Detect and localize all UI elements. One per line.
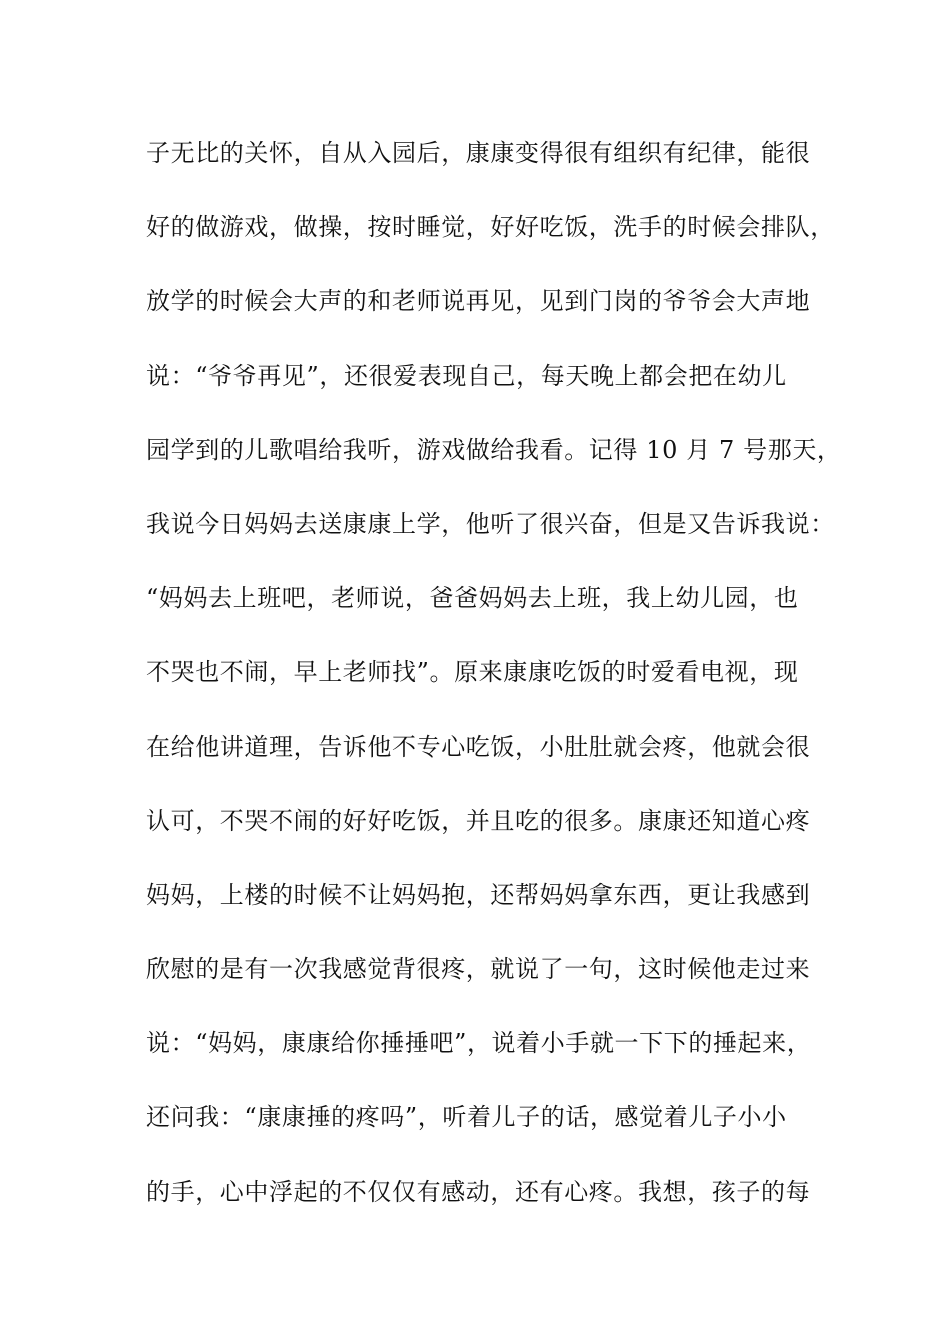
- text-line: 的手，心中浮起的不仅仅有感动，还有心疼。我想，孩子的每: [146, 1177, 811, 1206]
- text-line: 我说今日妈妈去送康康上学，他听了很兴奋，但是又告诉我说：: [146, 509, 835, 538]
- text-line: 子无比的关怀，自从入园后，康康变得很有组织有纪律，能很: [146, 139, 811, 167]
- text-line: 不哭也不闹，早上老师找”。原来康康吃饭的时爱看电视，现: [146, 658, 799, 687]
- text-line: 说：“妈妈，康康给你捶捶吧”，说着小手就一下下的捶起来，: [146, 1029, 812, 1058]
- text-line: 放学的时候会大声的和老师说再见，见到门岗的爷爷会大声地: [146, 287, 811, 316]
- text-line: 好的做游戏，做操，按时睡觉，好好吃饭，洗手的时候会排队，: [146, 213, 835, 242]
- text-line: 欣慰的是有一次我感觉背很疼，就说了一句，这时候他走过来: [146, 955, 811, 984]
- body-text: [146, 128, 842, 1241]
- text-line: 还问我：“康康捶的疼吗”，听着儿子的话，感觉着儿子小小: [146, 1103, 787, 1132]
- text-line: “妈妈去上班吧，老师说，爸爸妈妈去上班，我上幼儿园，也: [146, 584, 799, 613]
- text-line: 妈妈，上楼的时候不让妈妈抱，还帮妈妈拿东西，更让我感到: [146, 880, 811, 909]
- text-line: 园学到的儿歌唱给我听，游戏做给我看。记得 10 月 7 号那天，: [146, 435, 842, 464]
- text-line: 认可，不哭不闹的好好吃饭，并且吃的很多。康康还知道心疼: [146, 806, 811, 835]
- text-line: 在给他讲道理，告诉他不专心吃饭，小肚肚就会疼，他就会很: [146, 732, 811, 761]
- text-line: 说：“爷爷再见”，还很爱表现自己，每天晚上都会把在幼儿: [146, 361, 787, 390]
